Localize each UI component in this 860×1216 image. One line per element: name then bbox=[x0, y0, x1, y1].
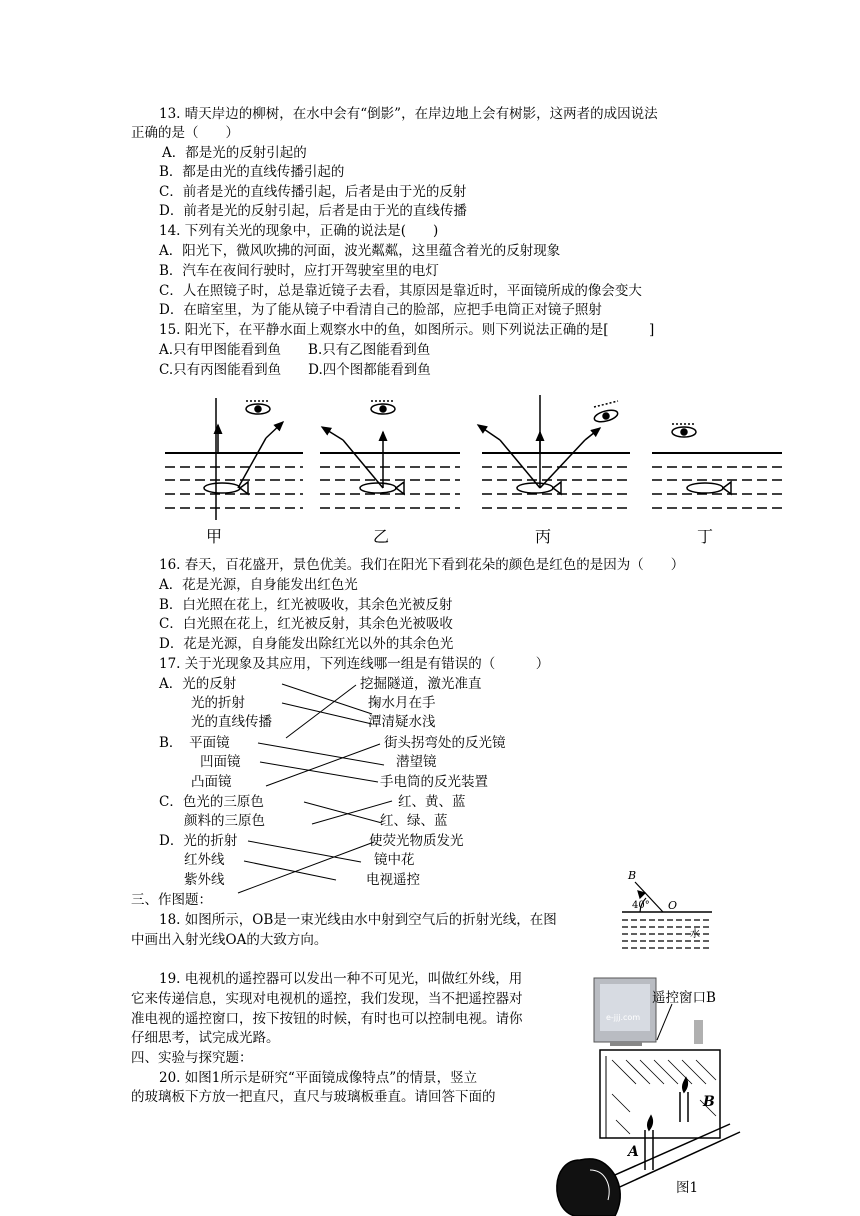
q14-option-d: D．在暗室里，为了能从镜子中看清自己的脸部，应把手电筒正对镜子照射 bbox=[159, 302, 602, 318]
q17-b-right-1: 街头拐弯处的反光镜 bbox=[384, 735, 506, 751]
q13-option-d: D．前者是光的反射引起，后者是由于光的直线传播 bbox=[159, 203, 467, 219]
q16-option-b: B．白光照在花上，红光被吸收，其余色光被反射 bbox=[159, 597, 453, 613]
figure-1-caption: 图1 bbox=[676, 1180, 699, 1196]
q17-d-left-3: 紫外线 bbox=[184, 872, 225, 888]
q15-options-cd: C.只有丙图能看到鱼 D.四个图都能看到鱼 bbox=[159, 362, 431, 378]
q13-stem: 13. 晴天岸边的柳树，在水中会有“倒影”，在岸边地上会有树影，这两者的成因说法 bbox=[159, 106, 658, 122]
q17-d-right-3: 电视遥控 bbox=[366, 872, 420, 888]
panel-label-yi: 乙 bbox=[373, 527, 390, 546]
q17-c-left-2: 颜料的三原色 bbox=[184, 813, 265, 829]
fig20-label-b: B bbox=[703, 1094, 715, 1110]
q18-line-2: 中画出入射光线OA的大致方向。 bbox=[131, 932, 328, 948]
fig18-label-b: B bbox=[628, 869, 637, 882]
fig18-label-water: 水 bbox=[690, 929, 700, 940]
q17-stem: 17. 关于光现象及其应用，下列连线哪一组是有错误的（ ） bbox=[159, 656, 550, 672]
q14-option-a: A．阳光下，微风吹拂的河面，波光粼粼，这里蕴含着光的反射现象 bbox=[159, 243, 561, 259]
q19-line-3: 准电视的遥控窗口，按下按钮的时候，有时也可以控制电视。请你 bbox=[131, 1011, 523, 1027]
q17-a-right-2: 掬水月在手 bbox=[368, 695, 436, 711]
q14-option-c: C．人在照镜子时，总是靠近镜子去看，其原因是靠近时，平面镜所成的像会变大 bbox=[159, 283, 642, 299]
q17-b-right-3: 手电筒的反光装置 bbox=[380, 774, 488, 790]
q15-options-ab: A.只有甲图能看到鱼 B.只有乙图能看到鱼 bbox=[159, 342, 431, 358]
q17-a-right-1: 挖掘隧道，激光准直 bbox=[360, 676, 482, 692]
q17-c-right-2: 红、绿、蓝 bbox=[380, 813, 448, 829]
q19-line-2: 它来传递信息，实现对电视机的遥控，我们发现，当不把遥控器对 bbox=[131, 991, 523, 1007]
q13-option-a: A．都是光的反射引起的 bbox=[162, 145, 307, 161]
q17-a-left-1: A．光的反射 bbox=[159, 676, 237, 692]
q17-a-right-3: 潭清疑水浅 bbox=[368, 714, 436, 730]
q17-c-right-1: 红、黄、蓝 bbox=[398, 794, 466, 810]
q17-a-left-3: 光的直线传播 bbox=[191, 714, 272, 730]
remote-window-label: 遥控窗口B bbox=[652, 990, 716, 1006]
q19-line-1: 19. 电视机的遥控器可以发出一种不可见光，叫做红外线，用 bbox=[159, 971, 523, 987]
q17-d-left-1: D．光的折射 bbox=[159, 833, 238, 849]
panel-label-ding: 丁 bbox=[697, 527, 714, 546]
section-4-heading: 四、实验与探究题： bbox=[131, 1050, 253, 1066]
q16-option-a: A．花是光源，自身能发出红色光 bbox=[159, 577, 358, 593]
q14-stem: 14. 下列有关光的现象中，正确的说法是( ) bbox=[159, 223, 439, 239]
q19-line-4: 仔细思考，试完成光路。 bbox=[131, 1030, 280, 1046]
fig18-label-o: O bbox=[668, 899, 678, 912]
q17-b-left-1: B． 平面镜 bbox=[159, 735, 230, 751]
q17-d-left-2: 红外线 bbox=[184, 852, 225, 868]
q17-b-left-2: 凹面镜 bbox=[200, 754, 241, 770]
tv-watermark: e-jjj.com bbox=[606, 1013, 641, 1022]
q16-option-c: C．白光照在花上，红光被反射，其余色光被吸收 bbox=[159, 616, 453, 632]
q15-stem: 15. 阳光下，在平静水面上观察水中的鱼，如图所示。则下列说法正确的是[ ] bbox=[159, 322, 655, 338]
fig18-label-angle: 40° bbox=[632, 900, 650, 911]
q17-a-left-2: 光的折射 bbox=[191, 695, 245, 711]
section-3-heading: 三、作图题： bbox=[131, 892, 212, 908]
q20-line-1: 20. 如图1所示是研究“平面镜成像特点”的情景，竖立 bbox=[159, 1070, 478, 1086]
q20-line-2: 的玻璃板下方放一把直尺，直尺与玻璃板垂直。请回答下面的 bbox=[131, 1089, 496, 1105]
panel-label-bing: 丙 bbox=[535, 527, 552, 546]
fig20-label-a: A bbox=[628, 1144, 639, 1160]
q16-stem: 16. 春天，百花盛开，景色优美。我们在阳光下看到花朵的颜色是红色的是因为（ ） bbox=[159, 557, 685, 573]
q18-line-1: 18. 如图所示，OB是一束光线由水中射到空气后的折射光线，在图 bbox=[159, 912, 557, 928]
q13-option-b: B．都是由光的直线传播引起的 bbox=[159, 164, 345, 180]
q17-b-right-2: 潜望镜 bbox=[396, 754, 437, 770]
q13-stem-cont: 正确的是（ ） bbox=[131, 125, 239, 141]
q16-option-d: D．花是光源，自身能发出除红光以外的其余色光 bbox=[159, 636, 454, 652]
q17-d-right-1: 使荧光物质发光 bbox=[369, 833, 464, 849]
q17-c-left-1: C．色光的三原色 bbox=[159, 794, 264, 810]
q17-b-left-3: 凸面镜 bbox=[191, 774, 232, 790]
panel-label-jia: 甲 bbox=[206, 527, 223, 546]
q14-option-b: B．汽车在夜间行驶时，应打开驾驶室里的电灯 bbox=[159, 263, 439, 279]
q17-d-right-2: 镜中花 bbox=[374, 852, 415, 868]
q13-option-c: C．前者是光的直线传播引起，后者是由于光的反射 bbox=[159, 184, 467, 200]
